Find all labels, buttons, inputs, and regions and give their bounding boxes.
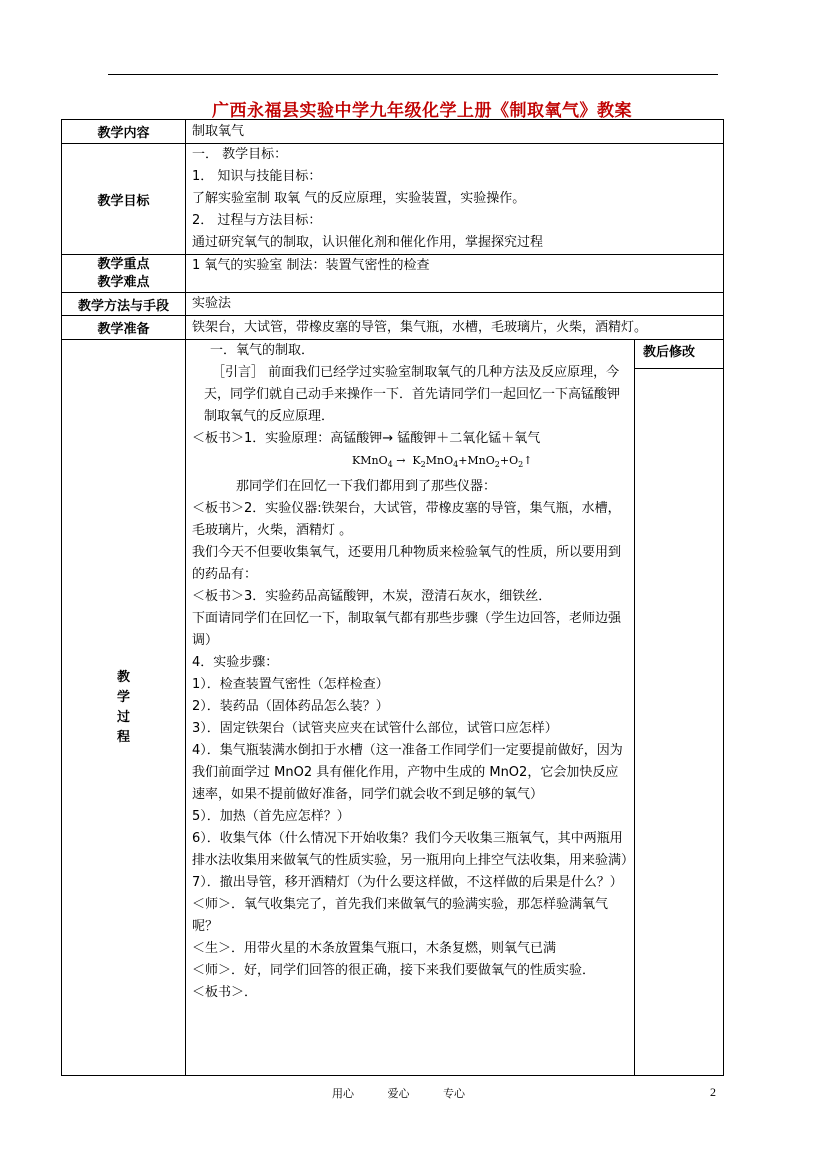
document-title: 广西永福县实验中学九年级化学上册《制取氧气》教案 — [212, 101, 632, 121]
process-instruments: ＜板书＞2．实验仪器:铁架台，大试管，带橡皮塞的导管，集气瓶，水槽，毛玻璃片，火柴，酒精灯 。 — [192, 501, 621, 539]
process-body — [186, 340, 635, 1076]
label-method: 教学方法与手段 — [62, 293, 186, 316]
footer-motto — [332, 1085, 495, 1101]
goal-line: 了解实验室制 取氧 气的反应原理，实验装置，实验操作。 — [192, 191, 526, 206]
label-content: 教学内容 — [62, 120, 186, 144]
process-reagents: ＜板书＞3．实验药品高锰酸钾，木炭，澄清石灰水，细铁丝． — [192, 589, 552, 605]
value-key-points: 1 氧气的实验室 制法：装置气密性的检查 — [186, 255, 724, 293]
footer-item: 爱心 — [387, 1087, 410, 1100]
page-number: 2 — [710, 1085, 716, 1099]
process-step: 2）．装药品（固体药品怎么装？） — [192, 699, 389, 715]
row-method — [62, 293, 724, 316]
notes-column — [635, 340, 724, 1076]
process-text: 我们今天不但要收集氧气，还要用几种物质来检验氧气的性质，所以要用到的药品有： — [192, 545, 622, 583]
label-char: 教 — [116, 669, 130, 685]
label-process — [62, 340, 186, 1076]
process-step: 3）．固定铁架台（试管夹应夹在试管什么部位，试管口应怎样） — [192, 721, 558, 737]
process-text: 下面请同学们在回忆一下，制取氧气都有那些步骤（学生边回答，老师边强调） — [192, 611, 622, 649]
row-content — [62, 120, 724, 144]
process-step: 4）．集气瓶装满水倒扣于水槽（这一准备工作同学们一定要提前做好，因为我们前面学过 MnO2 具有催化作用，产物中生成的 MnO2，它会加快反应速率，如果不提前做好准备，同学们就会收不到足够的氧气） — [192, 743, 623, 803]
process-principle: ＜板书＞1．实验原理：高锰酸钾→ 锰酸钾＋二氧化锰＋氧气 — [192, 431, 541, 446]
value-method: 实验法 — [186, 293, 724, 316]
goal-line: 2． 过程与方法目标： — [192, 213, 322, 228]
value-prep: 铁架台，大试管，带橡皮塞的导管，集气瓶，水槽，毛玻璃片，火柴，酒精灯。 — [186, 316, 724, 340]
header-rule — [108, 74, 718, 75]
label-difficulty: 教学难点 — [97, 274, 150, 290]
value-content: 制取氧气 — [186, 120, 724, 144]
process-dialogue: ＜生＞．用带火星的木条放置集气瓶口，木条复燃，则氧气已满 — [192, 941, 557, 957]
label-key-points — [62, 255, 186, 293]
label-char: 程 — [116, 729, 130, 745]
row-prep — [62, 316, 724, 340]
lesson-plan-table — [61, 119, 724, 1076]
process-step: 5）．加热（首先应怎样？） — [192, 809, 350, 825]
reaction-formula: KMnO$_4$ → $K_2MnO_4+MnO_2+O_2↑$ — [352, 454, 533, 470]
row-process — [62, 340, 724, 1076]
row-key-points — [62, 255, 724, 293]
goal-line: 通过研究氧气的制取，认识催化剂和催化作用，掌握探究过程 — [192, 235, 544, 250]
label-char: 学 — [116, 689, 130, 705]
footer-item: 用心 — [332, 1087, 354, 1100]
goal-line: 1． 知识与技能目标： — [192, 169, 322, 184]
process-text: 那同学们在回忆一下我们都用到了那些仪器： — [236, 479, 497, 495]
process-dialogue: ＜板书＞． — [192, 985, 258, 1001]
goal-line: 一． 教学目标： — [192, 147, 288, 162]
process-step: 1）．检查装置气密性（怎样检查） — [192, 677, 389, 693]
process-steps-heading: 4．实验步骤： — [192, 655, 279, 671]
process-dialogue: ＜师＞．好，同学们回答的很正确，接下来我们要做氧气的性质实验． — [192, 963, 596, 979]
process-dialogue: ＜师＞．氧气收集完了，首先我们来做氧气的验满实验，那怎样验满氧气呢？ — [192, 897, 609, 935]
value-goals — [186, 144, 724, 255]
process-step: 6）．收集气体（什么情况下开始收集？我们今天收集三瓶氧气，其中两瓶用排水法收集用来做氧气的性质实验，另一瓶用向上排空气法收集，用来验满） — [192, 831, 635, 869]
row-goals — [62, 144, 724, 255]
process-step: 7）．撤出导管，移开酒精灯（为什么要这样做，不这样做的后果是什么？） — [192, 875, 623, 891]
label-char: 过 — [116, 709, 130, 725]
label-goals: 教学目标 — [62, 144, 186, 255]
label-prep: 教学准备 — [62, 316, 186, 340]
process-intro: ［引言］ 前面我们已经学过实验室制取氧气的几种方法及反应原理，今天，同学们就自己动手来操作一下．首先请同学们一起回忆一下高锰酸钾 制取氧气的反应原理． — [204, 365, 621, 424]
notes-label: 教后修改 — [635, 340, 723, 369]
process-heading: 一．氧气的制取． — [210, 343, 315, 358]
label-key: 教学重点 — [97, 256, 150, 272]
footer-item: 专心 — [443, 1087, 465, 1100]
